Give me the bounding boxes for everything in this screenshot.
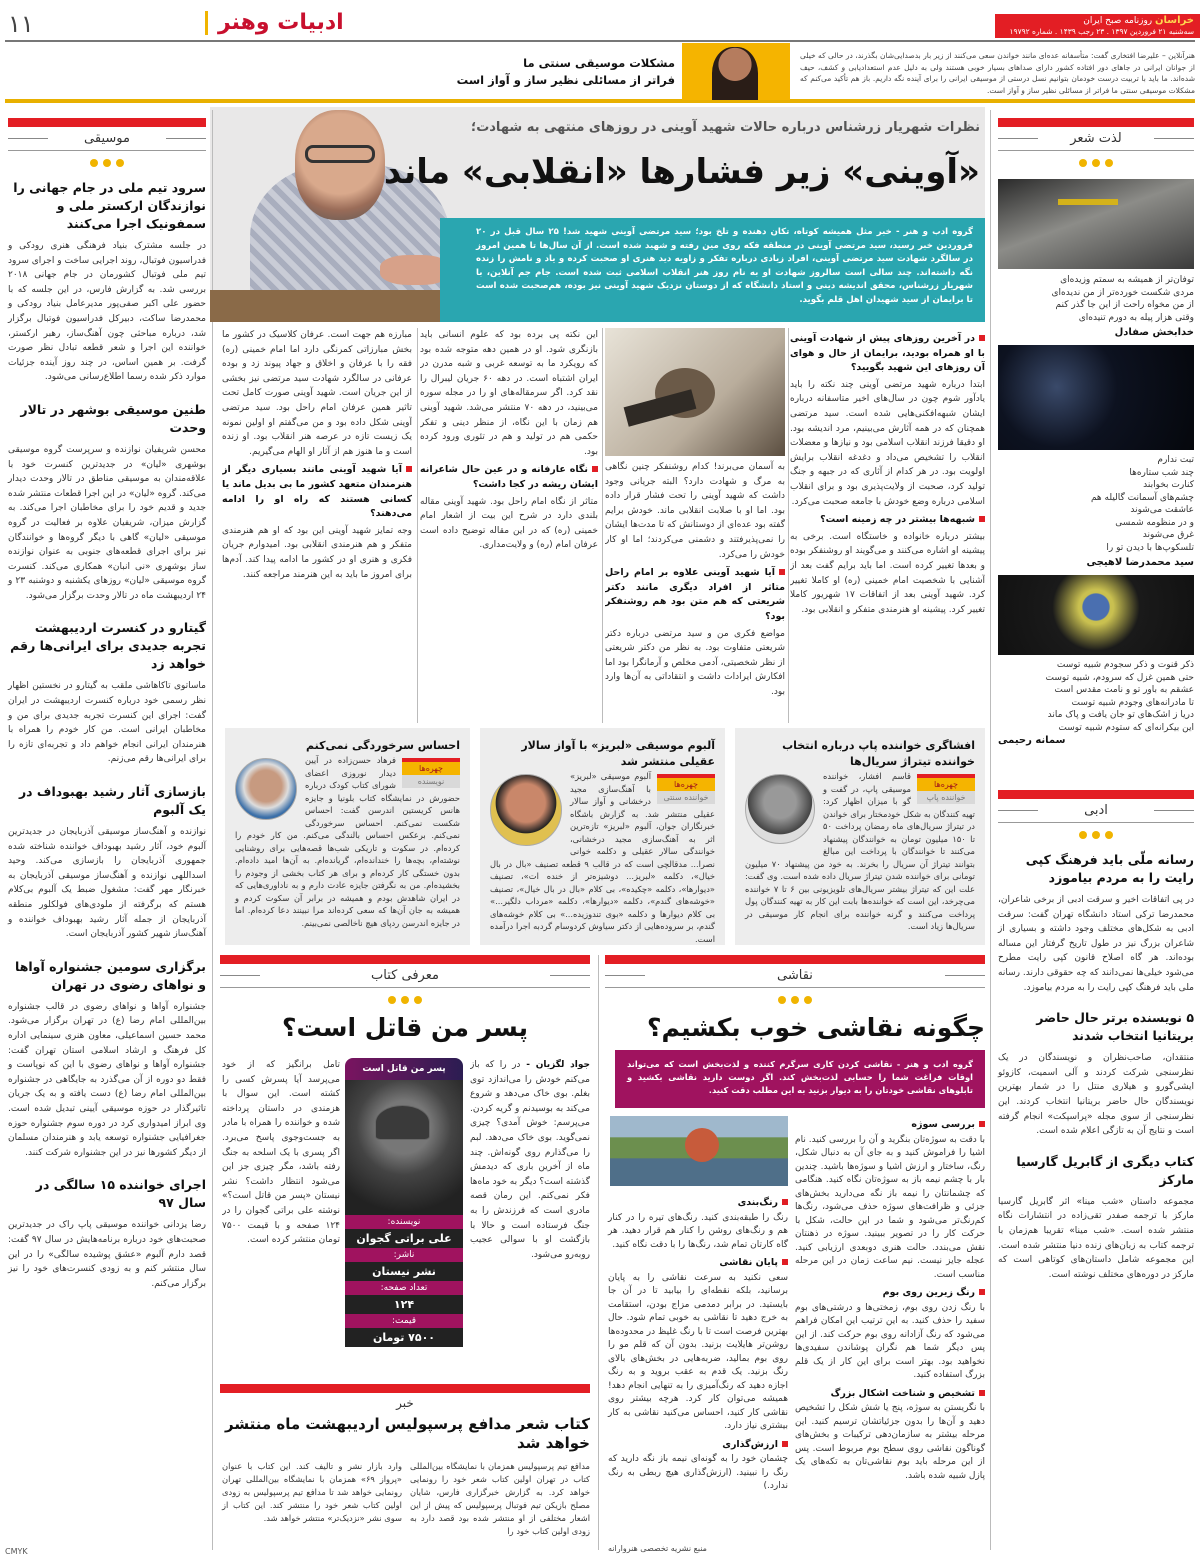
poem [998,659,1194,734]
tag-secondary: نویسنده [402,775,460,788]
painting-column-1 [795,1114,985,1485]
avini-photo [605,328,785,456]
section-label [8,127,206,151]
teaser-title-line1: مشکلات موسیقی سنتی ما [523,56,675,70]
article-paragraph: مجموعه داستان «شب مینا» اثر گابریل گارسیا مارکز با ترجمه صفدر تقی‌زاده در انتشارات نگاه منتشر شده است. «شب مینا» تقریبا هم‌زمان با ترجمه کتاب به زبان‌های زنده دنیا منتشر شده است. این مجموعه شامل داستان‌های کوتاهی است که مارکز در دوره‌های مختلف نوشته است. [998,1196,1194,1280]
poem-line: مردی شکست خورده‌تر از من ندیده‌ای [1051,287,1194,298]
article-paragraph: با دقت به سوژه‌تان بنگرید و آن را بررسی کنید. نام اشیا را فراموش کنید و به جای آن به دنبال شکل، رنگ، ساختار و ارزش اشیا و سوژه‌ها باشید. چندین بار با چشم نیمه باز به سوژه‌تان نگاه کنید. هنگامی که چشمانتان را نیمه باز نگه می‌دارید بخش‌های جزئی و ظرافت‌های سوژه حذف می‌شود، رنگ‌ها کم‌رنگ‌تر می‌شود و شما در این حالت، شکل با حرکت کار را در تصویر ببینید. سوژه در ذهنتان نقش می‌بندد. حالت هنری دوبعدی ارزیابی کنید. عجله جایز نیست. نیم ساعت زمان در این مرحله مناسب است. [795,1134,985,1280]
header-rule [5,40,1195,42]
article-paragraph: چشمان خود را به گونه‌ای نیمه باز نگه دارید که رنگ را نبینید. (ارزش‌گذاری هیچ ربطی به رنگ ندارد.) [608,1454,788,1491]
section-bar [220,955,590,964]
decorative-dots [605,996,985,1008]
section-label-text: معرفی کتاب [371,968,439,983]
article-paragraph: این نکته پی برده بود که علوم انسانی باید بازنگری شود. او در همین دهه متوجه شده بود که رویکرد ما به توسعه غربی و شبه مدرن در ایران اشتباه است. در دهه ۶۰ جریان لیبرال را نقد کرد. اگر سرمقاله‌های او را در مجله سوره می‌بینید، در دهه ۷۰ منتشر می‌شد. شهید آوینی هم زمان با این نگاه، از منظر دینی و تفکر حکمی هم در تولید و هم در تئوری ورود کرده بود. [420,330,598,457]
salar-aghili-photo [490,774,562,846]
column-divider [212,110,213,1550]
decorative-dots [8,159,206,171]
painting-subhead: ارزش‌گذاری [608,1438,788,1452]
category-tag [657,774,715,804]
poem-image-2 [998,345,1194,450]
poem-line: کنارت بخوابند [1143,480,1194,490]
music-headline-5: برگزاری سومین جشنواره آواها و نواهای رضوی در تهران [15,958,206,992]
section-label [220,964,590,988]
book-headline: پسر من قاتل است؟ [281,1013,529,1042]
interviewee-photo [210,105,460,322]
painting-column-2 [608,1192,788,1496]
tag-primary: چهره‌ها [917,774,975,791]
book-pages-label: تعداد صفحه: [345,1281,463,1295]
poem-line: حتی همین غزل که سرودم، شبیه توست [1045,672,1194,683]
book-price-label: قیمت: [345,1314,463,1328]
tag-primary: چهره‌ها [402,758,460,775]
section-label [998,799,1194,823]
literary-headline-3: کتاب دیگری از گابریل گارسیا مارکز [1016,1153,1194,1187]
main-kicker: نظرات شهریار زرشناس درباره حالات شهید آوینی در روزهای منتهی به شهادت؛ [471,120,980,135]
section-title [205,10,344,35]
column-divider [788,328,789,723]
musician-photo [682,43,790,100]
painting-source: منبع نشریه تخصصی هنروارانه [608,1544,707,1553]
column-divider [598,955,599,1550]
poem-line: عشقم به باور تو و نامت مقدس است [1054,685,1194,695]
main-column-3 [420,328,598,723]
interview-question: نگاه عارفانه و در عین حال شاعرانه ایشان ریشه در کجا داشت؟ [420,463,598,492]
book-publisher: نشر نیستان [345,1262,463,1281]
news-column-1: مدافع تیم پرسپولیس همزمان با نمایشگاه بین‌المللی کتاب در تهران اولین کتاب شعر خود را رونمایی خواهد کرد. به گزارش خبرگزاری فارس، شایان مصلح بازیکن تیم فوتبال پرسپولیس که پیش از این اشعار مختلفی از او منتشر شده بود قصد دارد به زودی اولین کتاب خود را [410,1461,590,1536]
box-title: احساس سرخوردگی نمی‌کنم [306,739,460,752]
article-paragraph: محسن شریفیان نوازنده و سرپرست گروه موسیقی بوشهری «لیان» در جدیدترین کنسرت خود با علاقه‌مندان به موسیقی مناطق در تالار وحدت دیدار می‌کند. گروه «لیان» در این اجرا قطعات منتشر شده جدید و قدیم خود را برای مخاطبان اجرا می‌کند. به گزارش میزان، شریفیان علاوه بر فعالیت در گروه موسیقی «لیان» گاهی با دیگر گروه‌ها و خوانندگان نیز برای اجرای قطعه‌های جنوبی به عنوان نوازنده ساز بوشهری «نی انبان» همکاری می‌کند. کنسرت گروه موسیقی «لیان» روزهای یکشنبه و دوشنبه ۲۳ و ۲۴ اردیبهشت ماه در تالار وحدت برگزار می‌شود. [8,444,206,601]
poet-name: خدابخش صفادل [1114,327,1194,338]
book-price: ۷۵۰۰ تومان [345,1328,463,1347]
teaser-title-line2: فراتر از مسائلی نظیر ساز و آواز است [456,73,675,87]
farhad-hasanzadeh-photo [235,758,297,820]
article-paragraph: با نگریستن به سوژه، پنج یا شش شکل را تشخیص دهید و آن‌ها را بدون جزئیاتشان ترسیم کنید. این مرحله بیشتر به سازمان‌دهی ترکیبات و بخش‌های گوناگون نقاشی روی سطح بوم مربوط است. پس از این مرحله باید بوم نقاشی‌تان به تکه‌های یک پازل شبیه شده باشد. [795,1403,985,1481]
painting-subhead: رنگ زیرین روی بوم [795,1286,985,1300]
music-sidebar [8,118,206,1291]
news-section [220,1384,590,1453]
poem-line: غرق می‌شوند [1142,530,1194,540]
book-column-2 [222,1058,340,1378]
teaser-text: هنرآنلاین – علیرضا افتخاری گفت: متأسفانه عده‌ای مانند خواندن سعی می‌کنند از زیر بار بدصدایی‌شان بگذرند، در حالی که خیلی از جوانان ایرانی در جاهای دور افتاده کشور دارای صداهای بسیار خوبی هستند ولی به دلیل عدم استعدادیابی و کشف، حیف شده‌اند. ما باید با تربیت درست خودمان بتوانیم نسل درستی از موسیقی ایرانی را برای آینده نگه داریم. باز هم تأکید می‌کنم که مشکلات موسیقی سنتی ما فراتر از مسائلی نظیر ساز و آواز است. [800,51,1195,95]
music-headline-3: گیتارو در کنسرت اردیبهشت تجربه جدیدی برای ایرانی‌ها رقم خواهد زد [10,620,206,672]
literary-section [998,790,1194,1282]
poetry-sidebar [998,118,1194,748]
section-divider [205,11,208,35]
section-label-text: ادبی [1084,803,1108,818]
tag-secondary: خواننده پاپ [917,791,975,804]
book-publisher-label: ناشر: [345,1248,463,1262]
article-paragraph: مبارزه هم جهت است. عرفان کلاسیک در کشور ما بخش مبارزاتی کمرنگی دارد اما امام خمینی (ره) فقه را با عرفان و اخلاق و جهاد پیوند زد و بوده عرفانی در سالگرد شهادت سید مرتضی نیز بخشی از این جریان است. شهید آوینی صورت کامل تحت تاثیر همین عرفان امام راحل بود. سید مرتضی آوینی شکل داده بود و من می‌گفتم او اولین نمونه یک زیست تازه در عرصه هنر انقلاب بود. او زنده است و ما هنوز هم از آثار او الهام می‌گیریم. [222,330,412,457]
main-column-2 [605,460,785,723]
news-box-writer [225,728,470,945]
news-box-pop-singer [735,728,985,945]
poem-image-3 [998,575,1194,655]
book-pages: ۱۲۴ [345,1295,463,1314]
book-section [220,955,590,1044]
article-paragraph: در پی اتفاقات اخیر و سرقت ادبی از برخی شاعران، محمدرضا ترکی استاد دانشگاه تهران گفت: سرقت ادبی به شکل‌های مختلف وجود داشته و بسیاری از شاعران بزرگ نیز در طول تاریخ گرفتار این مساله بوده‌اند. هر گاه اصلاح قانون کپی رایت مطرح می‌شود خیلی‌ها نمی‌دانند که چه حقوقی دارند. رسانه ملی باید فرهنگ کپی رایت را به مردم بیاموزد. [998,895,1194,993]
article-paragraph: در را که باز می‌کنم خودش را می‌اندازد توی بغلم. بوی خاک می‌دهد و شروع می‌کند به بوسیدنم و گریه کردن. می‌پرسم: خوش آمدی؟ چیزی نمی‌گوید. بوی خاک می‌دهد. لبم را می‌گذارم روی گونه‌اش. چند ماه از آخرین باری که دیدمش گذشته است؟ دیگر به خود ماه‌ها فکر نمی‌کنم. این رمان قصه مادری است که فرزندش را به جنگ فرستاده است و حالا با بازگشت او با سوالی عجیب روبه‌رو می‌شود. [470,1060,590,1260]
article-paragraph: به آسمان می‌برند! کدام روشنفکر چنین نگاهی به مرگ و شهادت دارد؟ البته جریانی وجود داشت که شهید آوینی را تحت فشار قرار داده بود. اما او با صلابت انقلابی ماند. خودش برایم گفته‌ بود عده‌ای از دوستانش که تا مدت‌ها ایشان را نمی‌پذیرفتند و دشمنی می‌کردند؛ اما او کار خودش را می‌کرد. [605,462,785,560]
interview-question: آیا شهید آوینی علاوه بر امام راحل متاثر از افراد دیگری مانند دکتر شریعتی که هم متن بود هم روشنفکر بود؟ [605,566,785,624]
music-headline-4: بازسازی آثار رشید بهبوداف در یک آلبوم [18,784,206,818]
article-paragraph: بیشتر درباره خانواده و خاستگاه است. برخی به پیشینه او اشاره می‌کنند و می‌گویند او روشنفکر بوده و بعدها تغییر کرده است. اما باید برایم گفت بعد از آشنایی با شخصیت امام خمینی (ره) او کاملا تغییر کرد. شهید آوینی بعد از اتفاقات ۱۷ شهریور کاملا تغییر کرد. پیشینه او هنرمندی متفکر و انقلابی بود. [790,531,985,615]
article-paragraph: ابتدا درباره شهید مرتضی آوینی چند نکته را باید یادآور شوم چون در سال‌های اخیر متاسفانه درباره ایشان شبهه‌افکنی‌هایی شده است. سید مرتضی همچنان که در همه آثارش می‌بینیم، مرد اندیشه بود. او دقیقا فرزند انقلاب اسلامی بود و نیازها و معضلات انقلاب را تشخیص می‌داد و دغدغه انقلاب برایش اولویت بود. در هر کدام از آثاری که در جبهه و جنگ تولید کرد، صحبت از ولایت‌پذیری بود و برای انقلاب اسلامی درباره وضع خودش با جامعه صحبت می‌کرد. [790,379,985,507]
painting-subhead: پایان نقاشی [608,1256,788,1270]
literary-headline-1: رسانه ملّی باید فرهنگ کپی رایت را به مردم بیاموزد [1025,852,1194,885]
decorative-dots [220,996,590,1008]
section-bar [8,118,206,127]
poem-line: دریا ز اشک‌های تو جان یافت و پاک ماند [1047,710,1194,720]
main-lead: گروه ادب و هنر - خبر مثل همیشه کوتاه، تکان دهنده و تلخ بود؛ سید مرتضی آوینی شهید شد! ۲۵ سال قبل در ۲۰ فروردین خبر رسید، سید مرتضی آوینی در منطقه فکه روی مین رفته و شهید شده است. از آن سال‌ها تا همین امروز در سالگرد شهادت سید مرتضی آوینی، افراد زیادی درباره تفکر و زاویه دید هنری او صحبت کرده و یاد و نامش را زنده نگه داشته‌اند. چند سالی است سالروز شهادت او به نام روز هنر انقلاب اسلامی ثبت شده است. جام جم آنلاین، با شهریار زرشناس، محقق اندیشه دینی و استاد دانشگاه که از دوستان نزدیک شهید آوینی نیز بوده، هم‌صحبت شده است تا برایمان از سید شهیدان اهل قلم بگوید. [440,218,985,322]
book-column-1 [470,1058,590,1378]
painting-subhead: بررسی سوژه [795,1118,985,1132]
book-cover-title: پسر من قاتل است [345,1058,463,1080]
category-tag [402,758,460,788]
news-column-2: وارد بازار نشر و تالیف کند. این کتاب با عنوان «پرواز ۶۹» همزمان با نمایشگاه بین‌المللی تهران رونمایی خواهد شد تا مدافع تیم پرسپولیس به زودی اولین کتاب شعر خود را منتشر کند. این کتاب از سوی نشر «نزدیک‌تر» منتشر خواهد شد. [222,1461,403,1523]
masthead-logo [995,14,1200,38]
music-headline-6: اجرای خواننده ۱۵ سالگی در سال ۹۷ [35,1177,206,1211]
section-label-text: موسیقی [84,131,130,146]
poem-line: تا مادرانه‌های وجودم شبیه توست [1071,697,1194,708]
poem-line: چند شب ستاره‌ها [1129,467,1194,478]
poem [998,274,1194,324]
decorative-dots [998,159,1194,171]
section-label [998,127,1194,151]
painting-section [605,955,985,1044]
interview-question: آیا شهید آوینی مانند بسیاری دیگر از هنرمندان متعهد کشور ما بی بدیل ماند یا کسانی هستند که راه او را ادامه می‌دهند؟ [222,463,412,521]
news-headline: کتاب شعر مدافع پرسپولیس اردیبهشت ماه منتشر خواهد شد [225,1415,590,1452]
box-body: آلبوم موسیقی «لبریز» با آهنگ‌سازی مجید درخشانی و آواز سالار عقیلی منتشر شد. به گزارش باشگاه خبرنگاران جوان، آلبوم «لبریز» تازه‌ترین اثر به آهنگ‌سازی مجید درخشانی، خوانندگی سالار عقیلی و دکلمه خوانی نصرا... مدقالچی است که در قالب ۹ قطعه تصنیف «بال در بال خیال»، دکلمه «لبریز... دوشیزه‌تر از خنده ات»، تصنیف «دیوارها»، دکلمه «چکیده»، بی کلام «بال در بال خیال»، تصنیف «خوشه‌های گندم»، دکلمه «دیوارها»، دکلمه «مرداب دلگیر...» بی کلام دیوارها و دکلمه «بوی تندوزیده...» بی کلام خوشه‌های گندم، بر سروده‌هایی از دکتر سیاوش کردوسام گردبه اجرا درآمده است. [490,771,715,944]
main-column-4 [222,328,412,723]
poem-line: از من مخواه راحت از این جا گذر کنم [1055,300,1194,310]
painter-photo [610,1116,788,1186]
book-author: علی براتی گجوان [345,1229,463,1248]
poem-line: تلسکوپ‌ها با دیدن تو را [1106,542,1194,553]
interview-question: در آخرین روزهای پیش از شهادت آوینی با او همراه بودید، برایمان از حال و هوای آن روزهای این شهید بگویید؟ [790,332,985,376]
main-headline: «آوینی» زیر فشارها «انقلابی» ماند [383,152,980,192]
teaser-rule [5,99,1195,103]
literary-headline-2: ۵ نویسنده برتر حال حاضر بریتانیا انتخاب شدند [1036,1010,1194,1044]
article-paragraph: سعی نکنید به سرعت نقاشی را به پایان برسانید، بلکه نقطه‌ای را بیابید تا در آن جا بایستید. در برابر دمدمی مزاج بودن، استقامت به خرج دهید تا نقاشی به خوبی تمام شود. حال بهترین فرصت است تا با رنگ غلیظ در محدوده‌ها روشن‌تر هایلایت بزنید. بدون آن که قلم مو را روی بوم بمالید، ضربه‌هایی در بخش‌های بالای رنگ بزنید. یک قدم به عقب بروید و به رنگ اجازه دهید که رنگ‌آمیزی را به تنهایی انجام دهد! همیشه می‌توان کار کرد. هرچه بیشتر روی نقاشی کار کنید، احساس می‌کنید نقاشی به کار بیشتری نیاز دارد. [608,1272,788,1431]
tag-secondary: خواننده سنتی [657,791,715,804]
article-paragraph: مواضع فکری من و سید مرتضی درباره دکتر شریعتی متفاوت بود. به نظر من دکتر شریعتی از نظر شخصیتی، آدمی مخلص و آرمانگرا بود اما افکارش ایرادات داشت و انتقاداتی به آن‌ها وارد بود. [605,628,785,697]
box-title: افشاگری خواننده پاپ درباره انتخاب خواننده تیتراژ سریال‌ها [782,739,975,768]
section-label [605,964,985,988]
qasem-afshar-photo [745,774,815,844]
poem-line: تبت ندارم [1157,455,1194,465]
section-label-text: نقاشی [777,968,813,983]
cmyk-mark: CMYK [5,1547,28,1556]
book-author-label: نویسنده: [345,1215,463,1229]
painting-subhead: رنگ‌بندی [608,1196,788,1210]
dateline: سه‌شنبه ۲۱ فروردین ۱۳۹۷ . ۲۳ رجب ۱۴۳۹ . شماره ۱۹۷۹۲ [1009,27,1194,36]
page-number: ۱۱ [8,10,34,38]
article-paragraph: در جلسه مشترک بنیاد فرهنگی هنری رودکی و فدراسیون فوتبال، روند اجرایی ساخت و اجرای سرود تیم ملی فوتبال کشورمان در جام جهانی ۲۰۱۸ بررسی شد. به گزارش فارس، در این جلسه که با حضور علی اکبر صفی‌پور مدیرعامل بنیاد رودکی و محمدرضا ساکت، دبیرکل فدراسیون فوتبال برگزار شد، درباره مباحثی چون آهنگ‌ساز، رهبر ارکستر، خواننده این اجرا و شعر قطعه تبادل نظر صورت گرفت. بر همین اساس، در چند روز آینده جزئیات موارد ذکر شده رسما اطلاع‌رسانی می‌شود. [8,241,206,383]
article-paragraph: رنگ را طبقه‌بندی کنید. رنگ‌های تیره را در کنار هم و رنگ‌های روشن را کنار هم قرار دهید. هر گاه کارتان تمام شد، رنگ‌ها را با دقت نگاه کنید. [608,1212,788,1250]
poem [998,454,1194,554]
section-bar [220,1384,590,1393]
section-label-text: خبر [396,1396,414,1410]
section-title-text: ادبیات وهنر [218,10,344,35]
article-paragraph: وجه تمایز شهید آوینی این بود که او هم هنرمندی متفکر و هم هنرمندی انقلابی بود. امیدوارم جریان فکری و هنری او در کشور ما ادامه پیدا کند. آدم‌ها برای امروز ما باید به این هنرمند مراجعه کنند. [222,525,412,580]
article-paragraph: نوازنده و آهنگ‌ساز موسیقی آذربایجان در جدیدترین آلبوم خود، آثار رشید بهبوداف خواننده شناخته شده جمهوری آذربایجان را بازسازی می‌کند. وحید اسداللهی نوازنده و آهنگ‌ساز موسیقی آذربایجان به خبرنگار مهر گفت: مشغول ضبط یک آلبوم بی‌کلام هستم که برگرفته از ملودی‌های فولکلور منطقه آذربایجان از جمله آثار رشید بهبوداف خواننده و آهنگ‌ساز شهیر کشور آذربایجان است. [8,827,206,940]
column-divider [602,328,603,723]
main-column-1 [790,328,985,723]
logo-subtitle: روزنامه صبح ایران [1083,16,1153,26]
column-divider [417,328,418,723]
poet-name: سمانه رحیمی [998,735,1066,746]
painting-headline: چگونه نقاشی خوب بکشیم؟ [646,1013,985,1042]
music-headline-2: طنین موسیقی بوشهر در تالار وحدت [20,401,206,435]
column-divider [990,110,991,1550]
poem-line: ذکر قنوت و ذکر سجودم شبیه توست [1056,660,1194,670]
article-paragraph: متاثر از نگاه امام راحل بود. شهید آوینی مقاله بلندی دارد در شرح این بیت از اشعار امام خمینی (ره) که در این مقاله توضیح داده است عرفان امام (ره) و ولایت‌مداری. [420,496,598,551]
painting-lead: گروه ادب و هنر - نقاشی کردن کاری سرگرم کننده و لذت‌بخش است که می‌تواند اوقات فراغت شما را حسابی لذت‌بخش کند. اگر دوست دارید نقاشی بکشید و تابلوهای نقاشی خودتان را به دیوار بزنید به این مطلب دقت کنید. [615,1050,985,1108]
section-bar [998,790,1194,799]
poem-line: چشم‌های آسمانت گالیله هم [1090,492,1194,503]
teaser-headline [430,55,675,89]
poet-name: سید محمدرضا لاهیجی [1086,557,1194,568]
category-tag [917,774,975,804]
poem-image-1 [998,179,1194,269]
poem-line: و در منظومه شمسی [1115,517,1194,528]
box-title: آلبوم موسیقی «لبریز» با آواز سالار عقیلی منتشر شد [521,739,715,768]
poem-line: وقتی هزار پیله به دورم تنیده‌ای [1078,312,1194,323]
section-label-text: لذت شعر [1070,131,1122,146]
article-paragraph: رضا یزدانی خواننده موسیقی پاپ راک در جدیدترین صحبت‌های خود درباره برنامه‌هایش در سال ۹۷ گفت: قصد دارم آلبوم «عشق پوشیده سالگی» را در این سال منتشر کنم و به زودی کنسرت‌های خود را نیز برگزار می‌کنم. [8,1220,207,1289]
article-paragraph: جشنواره آواها و نواهای رضوی در قالب جشنواره بین‌المللی امام رضا (ع) در تهران برگزار می‌شود. محمد حسین اسماعیلی، معاون هنری سینمایی اداره کل فرهنگ و ارشاد اسلامی استان تهران گفت: جشنواره آواها و نواهای رضوی با این که نوپاست و فقط دو دوره از آن می‌گذرد به جایگاهی در جشنواره بین‌المللی امام رضا (ع) دست یافته و به یک جریان تاثیرگذار در حوزه موسیقی آیینی تبدیل شده است. وی ابراز امیدواری کرد در دوره سوم جشنواره حوزه جغرافیایی جشنواره توسعه یابد و هنرمندان مسلمان از دیگر کشورها نیز در این جشنواره شرکت کنند. [8,1001,206,1158]
article-paragraph: ماساتوی تاکاهاشی ملقب به گیتارو در نخستین اظهار نظر رسمی خود درباره کنسرت اردیبهشت در ایران گفت: اجرای این کنسرت تجربه جدیدی برای من و مخاطبان ایرانی است. من کار خودم را همراه با هنرمندان ایرانی انجام خواهم داد و تجربه‌ای تازه را برای ایرانی‌ها رقم می‌زنم. [8,681,206,765]
box-body: قاسم افشار، خواننده موسیقی پاپ، در گفت و گو با میزان اظهار کرد: تهیه کنندگان به شکل خودمختار برای خواندن در تیتراژ سریال‌های ماه رمضان پرداخت ۵۰ تا ۱۵۰ میلیون تومان به خوانندگان پیشنهاد می‌کنند تا خوانندگان با پرداخت این مبالغ بتوانند تیتراژ آن سریال را بخرند. به خود من پیشنهاد ۷۰ میلیون تومانی برای خواننده شدن تیتراژ سریال داده شده است. وی گفت: علت این که تیتراژ بیشتر سریال‌های تلویزیونی بین ۶ تا ۷ خواننده می‌چرخد، این است که خواننده‌ها بابت این کار به تهیه کنندگان پول پرداخت می‌کنند و گرنه خواننده برای انجام کار موسیقی در سریال‌ها زیاد است. [745,771,975,931]
poem-line: این بیکرانه‌ای که ستودم شبیه توست [1058,722,1194,733]
decorative-dots [998,831,1194,843]
logo: خراسان [1155,15,1194,26]
section-bar [998,118,1194,127]
article-paragraph: تامل برانگیز که از خود می‌پرسد آیا پسرش کسی را کشته است. این سوال با هزمندی در داستان پرداخته شده و خواننده را همراه با مادر به جست‌وجوی پاسخ می‌برد. اگر پسری با یک اسلحه به جنگ رفته باشد، مگر چیزی جز این می‌شود انتظار داشت؟ نشر نیستان «پسر من قاتل است؟» نوشته علی براتی گجوان را در ۱۲۴ صفحه و با قیمت ۷۵۰۰ تومان منتشر کرده است. [222,1060,340,1246]
book-cover-image [345,1080,463,1215]
book-cover-card [345,1058,463,1344]
article-paragraph: با رنگ زدن روی بوم، زمختی‌ها و درشتی‌های بوم سفید را حذف کنید. به این ترتیب این امکان فراهم می‌شود که رنگ آزادانه روی بوم حرکت کند. از این پس دیگر شما هم نگران پوشاندن سفیدی‌ها نخواهید بود. بهتر است برای این کار از یک قلم بزرگ استفاده کنید. [795,1302,985,1380]
tag-primary: چهره‌ها [657,774,715,791]
article-paragraph: منتقدان، صاحب‌نظران و نویسندگان در یک نظرسنجی شرکت کردند و آلی اسمیت، کازوئو ایشی‌گورو و هیلاری منتل را در شمار بهترین نویسندگان حال حاضر بریتانیا انتخاب کردند. این نظرسنجی از سوی مجله «پراسپکت» انجام گرفته است و نتایج آن به تازگی اعلام شده است. [998,1053,1194,1137]
poem-line: عاشقت می‌شوند [1130,505,1194,515]
interview-question: شبهه‌ها بیشتر در چه زمینه است؟ [790,513,985,528]
box-body: فرهاد حسن‌زاده در آیین دیدار نوروزی اعضای شورای کتاب کودک درباره حضورش در نمایشگاه کتاب بلونیا و جایزه هانس کریستین اندرسن گفت: احساس شکست نمی‌کنم. احساس سرخوردگی نمی‌کنم. برعکس احساس بالندگی می‌کنم. من کار خودم را کرده‌ام. در سکوت و تاریکی شب‌ها قصه‌هایی برای روشنایی نوشته‌ام، بچه‌ها را خندانده‌ام، گریانده‌ام. به آن‌ها امید داده‌ام. بدون خستگی کار کرده‌ام و برای هر کتاب بخشی از وجودم را بخشیده‌ام. من به نگرفتن جایزه عادت دارم و به ناداوری‌هایی که در ایران شاهدش بودم و همیشه در برابر آن سکوت کردم و همیشه به جان آن‌ها که سعی کرده‌اند مرا نبینند دعا کرده‌ام. اما در جایزه اندرسن ردپای هیچ ناخالصی نمی‌بینم. [235,755,460,928]
section-bar [605,955,985,964]
poem-line: توفان‌تر از همیشه به سمتم وزیده‌ای [1060,275,1194,285]
painting-subhead: تشخیص و شناخت اشکال بزرگ [795,1387,985,1401]
book-byline: جواد لگزیان - [520,1060,590,1070]
news-box-album [480,728,725,945]
music-headline-1: سرود تیم ملی در جام جهانی را نوازندگان ارکستر ملی و سمفونیک اجرا می‌کنند [13,180,206,231]
